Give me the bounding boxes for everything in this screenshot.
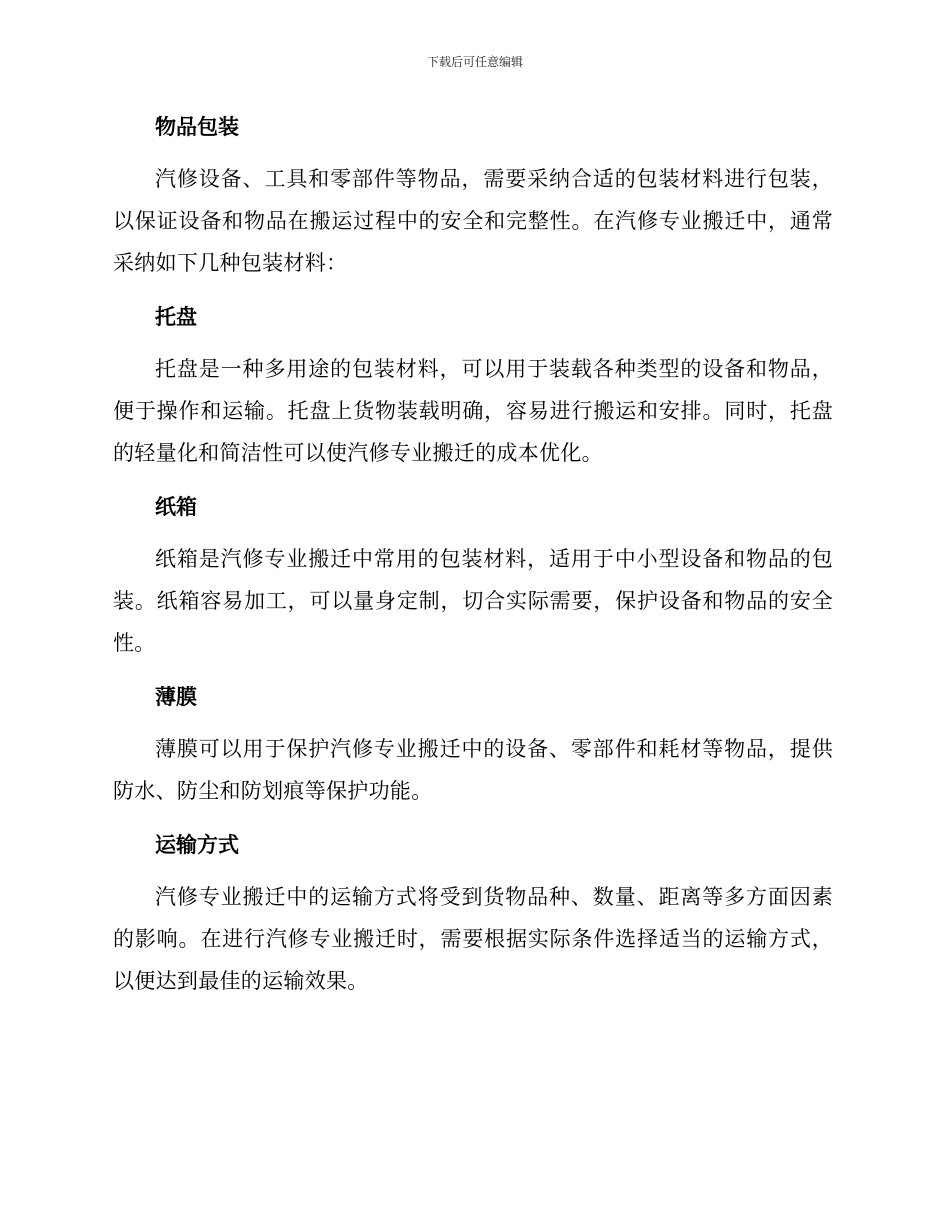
document-body — [113, 106, 833, 1002]
section-paragraph-packaging: 汽修设备、工具和零部件等物品，需要采纳合适的包装材料进行包装，以保证设备和物品在搬运过程中的安全和完整性。在汽修专业搬迁中，通常采纳如下几种包装材料： — [113, 167, 833, 275]
section-heading-packaging: 物品包装 — [155, 115, 239, 139]
section-heading-film: 薄膜 — [155, 685, 197, 709]
section-heading-pallet: 托盘 — [155, 305, 197, 329]
section-paragraph-transport: 汽修专业搬迁中的运输方式将受到货物品种、数量、距离等多方面因素的影响。在进行汽修专业搬迁时，需要根据实际条件选择适当的运输方式，以便达到最佳的运输效果。 — [113, 885, 833, 993]
section-heading-transport: 运输方式 — [155, 833, 239, 857]
section-paragraph-film: 薄膜可以用于保护汽修专业搬迁中的设备、零部件和耗材等物品，提供防水、防尘和防划痕等保护功能。 — [113, 737, 833, 803]
section-paragraph-pallet: 托盘是一种多用途的包装材料，可以用于装载各种类型的设备和物品，便于操作和运输。托盘上货物装载明确，容易进行搬运和安排。同时，托盘的轻量化和简洁性可以使汽修专业搬迁的成本优化。 — [113, 357, 833, 465]
section-heading-carton: 纸箱 — [155, 495, 197, 519]
page-header: 下载后可任意编辑 — [426, 55, 523, 69]
section-paragraph-carton: 纸箱是汽修专业搬迁中常用的包装材料，适用于中小型设备和物品的包装。纸箱容易加工，可以量身定制，切合实际需要，保护设备和物品的安全性。 — [113, 547, 833, 655]
